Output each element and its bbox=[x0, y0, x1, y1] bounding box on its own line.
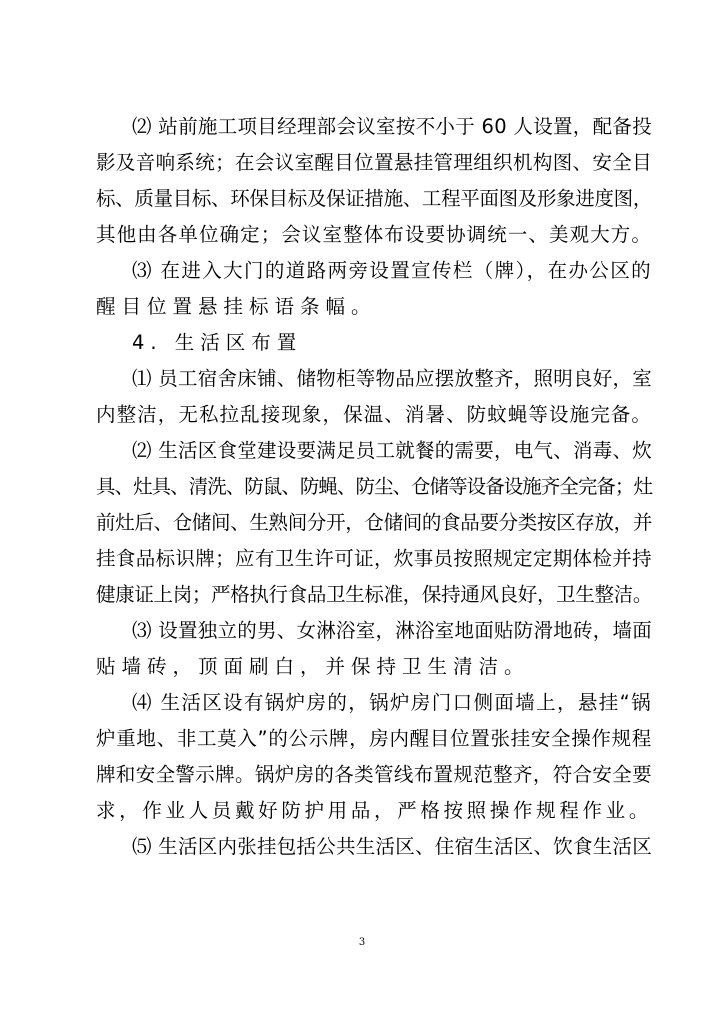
text-line: 标、质量目标、环保目标及保证措施、工程平面图及形象进度图， bbox=[96, 187, 652, 210]
text-line: 具、灶具、清洗、防鼠、防蝇、防尘、仓储等设备设施齐全完备；灶 bbox=[96, 475, 652, 498]
section-heading: 4. 生活区布置 bbox=[132, 331, 303, 354]
text-line: 挂食品标识牌；应有卫生许可证，炊事员按照规定定期体检并持 bbox=[96, 547, 652, 570]
text-line: 求，作业人员戴好防护用品，严格按照操作规程作业。 bbox=[96, 799, 652, 822]
text-line: 健康证上岗；严格执行食品卫生标准，保持通风良好，卫生整洁。 bbox=[96, 583, 652, 606]
text-line: 醒目位置悬挂标语条幅。 bbox=[96, 295, 377, 318]
text-line: ⑵ 站前施工项目经理部会议室按不小于 60 人设置，配备投 bbox=[132, 115, 652, 138]
text-line: ⑵ 生活区食堂建设要满足员工就餐的需要，电气、消毒、炊 bbox=[132, 439, 652, 462]
text-line: 前灶后、仓储间、生熟间分开，仓储间的食品要分类按区存放，并 bbox=[96, 511, 652, 534]
text-line: 贴墙砖，顶面刷白，并保持卫生清洁。 bbox=[96, 655, 530, 678]
text-line: ⑸ 生活区内张挂包括公共生活区、住宿生活区、饮食生活区 bbox=[132, 835, 652, 858]
text-line: 影及音响系统；在会议室醒目位置悬挂管理组织机构图、安全目 bbox=[96, 151, 652, 174]
text-line: ⑷ 生活区设有锅炉房的，锅炉房门口侧面墙上，悬挂“锅 bbox=[132, 691, 652, 714]
text-line: ⑴ 员工宿舍床铺、储物柜等物品应摆放整齐，照明良好，室 bbox=[132, 367, 652, 390]
text-line: 其他由各单位确定；会议室整体布设要协调统一、美观大方。 bbox=[96, 223, 652, 246]
text-line: 炉重地、非工莫入”的公示牌，房内醒目位置张挂安全操作规程 bbox=[96, 727, 652, 750]
page-number: 3 bbox=[358, 937, 366, 948]
text-line: ⑶ 在进入大门的道路两旁设置宣传栏（牌），在办公区的 bbox=[132, 259, 652, 282]
text-line: 牌和安全警示牌。锅炉房的各类管线布置规范整齐，符合安全要 bbox=[96, 763, 652, 786]
text-line: ⑶ 设置独立的男、女淋浴室，淋浴室地面贴防滑地砖，墙面 bbox=[132, 619, 652, 642]
text-line: 内整洁，无私拉乱接现象，保温、消暑、防蚊蝇等设施完备。 bbox=[96, 403, 652, 426]
